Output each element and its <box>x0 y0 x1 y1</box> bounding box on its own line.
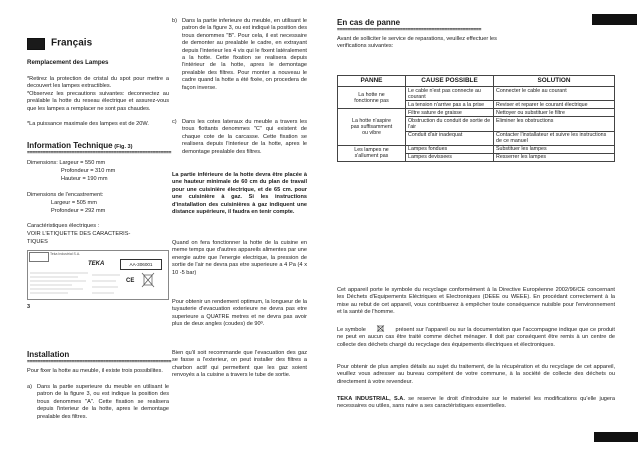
solution-cell: Nettoyer ou substituer le filtre <box>494 109 615 117</box>
table-header: CAUSE POSSIBLE <box>406 76 494 87</box>
install-option-a <box>27 384 169 421</box>
panne-cell <box>338 87 406 109</box>
teka-name: TEKA INDUSTRIAL, S.A. <box>337 396 405 402</box>
cause-cell: Lampes fondues <box>406 145 494 153</box>
language-title: Français <box>51 37 93 49</box>
table-row <box>338 87 615 101</box>
troubleshooting-table <box>337 75 615 162</box>
panne-heading: En cas de panne <box>337 18 401 27</box>
plate-brand-logo: TEKA <box>88 261 105 267</box>
dim-height: Hauteur = 190 mm <box>61 176 108 182</box>
solution-cell: Connecter le cable au courant <box>494 87 615 101</box>
lamp-heading: Remplacement des Lampes <box>27 59 109 66</box>
option-b-marker: b) <box>172 18 177 24</box>
option-c-marker: c) <box>172 119 177 125</box>
symbol-lead: Le symbole <box>337 327 366 333</box>
panne-line: pas suffisamment <box>350 123 393 130</box>
bottom-black-bar <box>594 432 638 442</box>
panne-line: La hotte ne <box>358 91 385 98</box>
option-c-text: Dans les cotes lateraux du meuble a travers les trous flottants denommes "C" qui existent de chaque cote de la carcasse. Cette fixation se realisera depuis l'interieur de la hotte, apres le demontage prealable des filtres. <box>182 119 307 155</box>
cause-cell: Le cable n'est pas connecte au courant <box>406 87 494 101</box>
top-black-bar <box>592 14 637 25</box>
cutout-depth: Profondeur = 292 mm <box>51 208 106 214</box>
install-intro: Pour fixer la hotte au meuble, il existe trois possibilites. <box>27 368 163 374</box>
dim-depth: Profondeur = 310 mm <box>61 168 116 174</box>
panne-line: ou vibre <box>362 130 381 137</box>
lamp-text-2: *Observez les precautions suivantes: deconnectez au preálable la hotte du reseau électrique et assurez-vous que les lampes a remplacer ne sont pas chaudes. <box>27 91 169 112</box>
tech-underline: ======================================================= <box>27 150 172 156</box>
solution-cell: Eliminer les obstructions <box>494 117 615 131</box>
table-header-row <box>338 76 615 87</box>
rating-plate-figure <box>27 250 169 300</box>
cause-cell: Filtre sature de graisse <box>406 109 494 117</box>
plate-top-text: Teka Industrial S.A. <box>50 252 81 256</box>
install-heading: Installation <box>27 350 70 359</box>
solution-cell: Resserrer les lampes <box>494 153 615 161</box>
cutout-title: Dimensions de l'encastrement: <box>27 192 104 198</box>
dim-width: Dimensions: Largeur = 550 mm <box>27 160 106 166</box>
symbol-paragraph <box>337 325 615 349</box>
solution-cell: Contacter l'installateur et suivre les instructions de ce manuel <box>494 131 615 145</box>
cause-cell: Lampes devissees <box>406 153 494 161</box>
tech-fig-ref: (Fig. 3) <box>114 144 133 150</box>
cause-cell: Conduit d'air inadequat <box>406 131 494 145</box>
elec-line-2: TIQUES <box>27 239 48 245</box>
install-option-b <box>172 18 307 92</box>
height-warning: La partie inférieure de la hotte devra être placée à une hauteur minimale de 60 cm du plan de travail pour une cuisinière électrique, et de 65 cm. pour une cuisinière à gaz. Si les instructions d'installation des cuisinières à gaz indiquent une distance supérieure, il faudra en tenir compte. <box>172 172 307 216</box>
elec-line-1: VOIR L'ETIQUETTE DES CARACTERIS- <box>27 231 131 237</box>
wheelie-bin-icon <box>368 325 394 332</box>
panne-cell <box>338 145 406 161</box>
recycling-text: Cet appareil porte le symbole du recyclage conformément à la Directive Européenne 2002/96/CE concernant les Déchets d'Equipements Eléctriques et Electroniques (DEEE ou WEEE). En procédant correctement à la mise au rebut de cet appareil, vous contribuerez à empêcher toute conséquence nuisible pour l'environnement et la santé de l'homme. <box>337 287 615 316</box>
panne-line: s'allument pas <box>354 153 389 160</box>
table-row <box>338 145 615 153</box>
panne-line: La hotte n'aspire <box>352 117 391 124</box>
plate-lines <box>28 251 168 299</box>
tech-title: Information Technique <box>27 141 113 150</box>
option-a-marker: a) <box>27 384 32 390</box>
plate-ce-mark: CE <box>126 278 135 284</box>
solution-cell: Reviser et reparer le courant électrique <box>494 101 615 109</box>
table-header: SOLUTION <box>494 76 615 87</box>
lamp-text-3: *La puissance maximale des lampes est de 20W. <box>27 121 149 127</box>
symbol-text: présent sur l'appareil ou sur la documentation que l'accompagne indique que ce produit ne peut en aucun cas être traité comme déchet ménager. Il doit par conséquent être remis à un centre de collecte des déchets chargé du recyclage des équipements électriques et électroniques. <box>337 327 615 348</box>
elec-title: Caractéristiques électriques : <box>27 223 100 229</box>
language-flag-icon <box>27 38 45 50</box>
table-row <box>338 109 615 117</box>
language-heading <box>27 38 169 50</box>
cause-cell: Obstruction du conduit de sortie de l'air <box>406 117 494 131</box>
teka-text: se reserve le droit d'introduire sur le materiel les modifications qu'elle jugera necessaires ou utiles, sans nuire a ses caractéristiques essentielles. <box>337 396 615 410</box>
panne-cell <box>338 109 406 145</box>
cause-cell: La tension n'arrive pas a la prise <box>406 101 494 109</box>
option-a-text: Dans la partie superieure du meuble en utilisant le patron de la figure 3, ou est indique la position des trous denommes "A". Cette fixation se realisera depuis l'interieur de la hotte, apres le demontage prealable des filtres. <box>37 384 169 420</box>
panne-underline: ======================================================= <box>337 27 482 33</box>
info-text: Pour obtenir de plus amples détails au sujet du traitement, de la récupération et du recyclage de cet appareil, veuillez vous adresser au bureau compétent de votre commune, à la société de collecte des déchets ou directement à votre revendeur. <box>337 364 615 385</box>
teka-disclaimer <box>337 396 615 411</box>
charcoal-filter-text: Bien qu'il soit recommande que l'evacuation des gaz se fasse a l'exterieur, on peut installer des filtres a charbon actif qui permettent que les gaz soient renvoyés a la cuisine a travers le tube de sortie. <box>172 350 307 379</box>
pressure-text: Quand on fera fonctionner la hotte de la cuisine en meme temps que d'autres appareils alimentes par une energie autre que l'energie electrique, la pression de sortie de l'air ne devra pas etre superieure a 4 Pa (4 x 10 -5 bar) <box>172 240 307 276</box>
install-underline: ======================================================= <box>27 359 172 365</box>
option-b-text: Dans la partie inferieure du meuble, en utilisant le patron de la figure 3, ou est indiqué la position des trous denommes "B". Pour cela, il est necessaire de demonter au prealable le cadre, en extrayant depuis l'interieur les 4 vis qui le fixent latéralement a la hotte. Cette fixation se realisera depuis l'intérieur de la hotte, apres le demontage prealable des filtres. Pour monter a nouveau le cadre quand la hotte a été fixée, on procedera de façon inverse. <box>182 18 308 91</box>
duct-length-text: Pour obtenir un rendement optimum, la longueur de la tuyauterie d'evacuation exterieure ne devra pas etre superieure a QUATRE metres et ne devra pas avoir plus de deux angles (coudes) de 90º. <box>172 299 307 328</box>
panne-line: fonctionne pas <box>354 97 389 104</box>
panne-intro: Avant de solliciter le service de reparations, veuillez effectuer les verifications suivantes: <box>337 36 497 50</box>
figure-number: 3 <box>27 304 31 310</box>
panne-line: Les lampes ne <box>354 147 389 154</box>
cutout-width: Largeur = 505 mm <box>51 200 97 206</box>
lamp-text-1: *Retirez la protection de cristal du spot pour mettre a decouvert les lampes extractibles. <box>27 76 169 90</box>
plate-code-box: AA-306001 <box>120 259 162 270</box>
solution-cell: Substituer les lampes <box>494 145 615 153</box>
install-option-c <box>172 119 307 156</box>
table-header: PANNE <box>338 76 406 87</box>
